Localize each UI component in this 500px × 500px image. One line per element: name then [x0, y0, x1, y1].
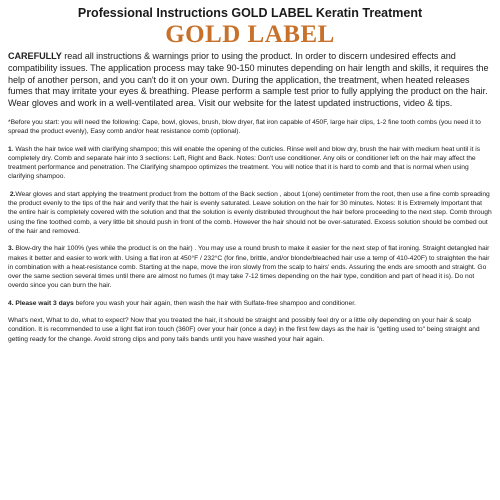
step-1-body: . Wash the hair twice well with clarifying shampoo; this will enable the opening of the cuticles. Rinse well and blow dry, brush the hair with medium heat until it is completely dry. Comb and separate hair into 3 sections: Left, Right and Back. Notes: Don't use conditioner. Any oils or conditioner left on the hair may affect the treatment performance and penetration. The Clarifying shampoo optimizes the treatment. You will notice that it is hard to comb and that is normal when using clarifying shampoo.: [8, 145, 481, 181]
step-4-paragraph: [8, 299, 492, 308]
step-4-lead: 4. Please wait 3 days: [8, 299, 74, 307]
step-3-body: Blow-dry the hair 100% (yes while the product is on the hair) . You may use a round brush to make it easier for the next step of flat ironing. Straight detangled hair makes it better and easier to work with. Using a flat iron at 450°F / 232°C (for fine, brittle, and/or blonde/bleached hair use a temp of 410-420F) to straighten the hair in combination with a heat-resistance comb. Starting at the nape, move the iron slowly from the scalp to hairs' ends. Assuring the ends are smooth and straight. Go over the same section several times until there are almost no fumes (it may take 7-12 times depending on the hair type, condition and part of head it is). Do not overdo since you can burn the hair.: [8, 245, 490, 290]
intro-paragraph: [8, 51, 492, 110]
document-header: Professional Instructions GOLD LABEL Keratin Treatment: [77, 6, 423, 20]
intro-lead: CAREFULLY: [8, 51, 62, 61]
step-2-body: Wear gloves and start applying the treatment product from the bottom of the Back section , about 1(one) centimeter from the root, then use a fine comb spreading the product evenly to the tips of the hair and verify that the hair is evenly saturated. Leave solution on the hair for 30 minutes. Notes: It is Extremely Important that the entire hair is completely covered with the solution and that the solution is evenly distributed throughout the hair before proceeding to the next step. Comb through using the fine toothed comb, a very little bit should push in front of the comb. However the hair should not be over-saturated. Excess solution should be combed out of the hair and removed.: [8, 190, 492, 235]
step-1-paragraph: [8, 145, 492, 182]
whats-next-paragraph: What's next, What to do, what to expect? Now that you treated the hair, it should be straight and possibly feel dry or a little oily depending on your hair & scalp condition. It is recommended to use a light flat iron touch (360F) over your hair (once a day) in the first few days as the hair is "getting used to" being straight and getting ready for the change. Avoid strong clips and pony tails bands until you have washed your hair again.: [8, 317, 480, 343]
step-1-number: 1: [8, 145, 12, 153]
step-3-number: 3.: [8, 245, 14, 253]
before-start-paragraph: *Before you start: you will need the following: Cape, bowl, gloves, brush, blow dryer, flat iron capable of 450F, large hair clips, 1-2 fine tooth combs (you need it to spread the product evenly), Easy comb and/or heat resistance comb (optional).: [8, 118, 481, 136]
step-2-paragraph: [8, 190, 492, 236]
step-2-number: 2.: [9, 190, 16, 198]
step-4-body: before you wash your hair again, then wash the hair with Sulfate-free shampoo and conditioner.: [73, 299, 356, 307]
step-3-paragraph: [8, 244, 492, 290]
intro-body: read all instructions & warnings prior to using the product. In order to discern undesired effects and compatibility issues. The application process may take 90-150 minutes depending on hair length and skills, it requires the help of another person, and you can't do it on your own. During the application, the treatment, when heated releases fumes that may irritate your eyes & breathing. Please perform a sample test prior to fully applying the product on the hair. Wear gloves and work in a well-ventilated area. Visit our website for the latest updated instructions, video & tips.: [8, 51, 489, 109]
brand-title: [8, 22, 492, 48]
brand-title-text: GOLD LABEL: [165, 21, 335, 48]
